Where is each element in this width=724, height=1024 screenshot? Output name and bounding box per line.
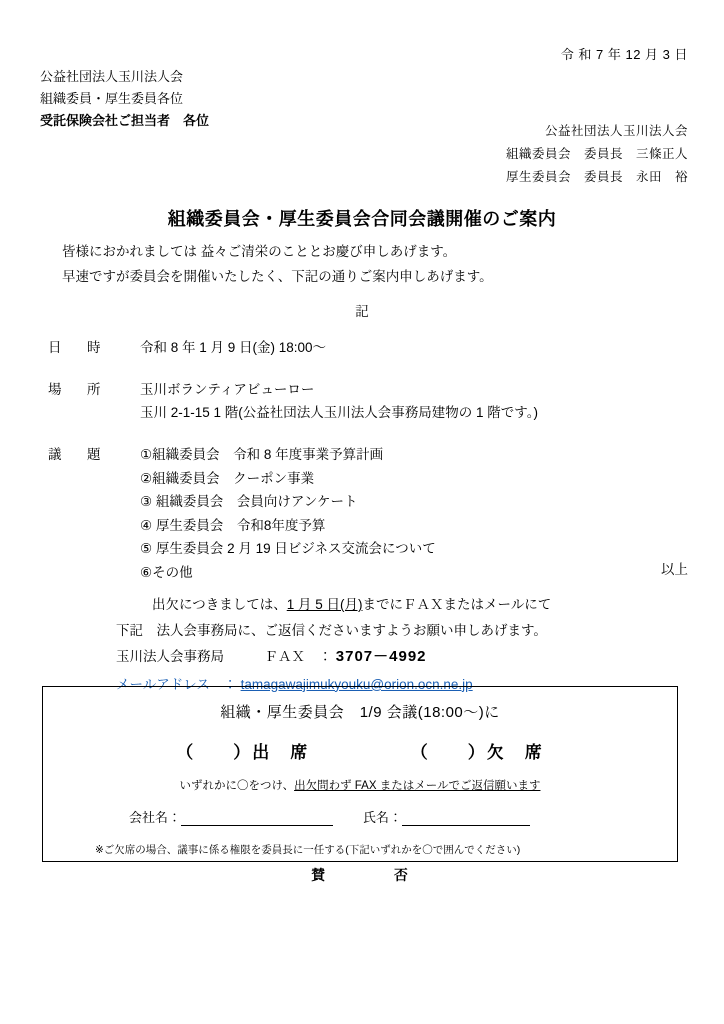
addressee-line-1: 公益社団法人玉川法人会 — [40, 69, 184, 84]
fax-label: 玉川法人会事務局 ＦＡＸ ： — [116, 649, 332, 665]
detail-label-place: 場 所 — [48, 381, 107, 397]
sender-block — [506, 120, 688, 189]
name-field[interactable] — [363, 807, 530, 826]
detail-body-datetime — [140, 336, 688, 360]
form-note — [43, 777, 677, 793]
reply-line-2: 下記 法人会事務局に、ご返信くださいますようお願い申しあげます。 — [116, 622, 547, 638]
name-input-rule[interactable] — [402, 811, 530, 826]
detail-body-place — [140, 378, 688, 425]
detail-row-agenda — [48, 443, 688, 585]
ijou-marker: 以上 — [661, 562, 688, 577]
fax-line — [116, 643, 551, 672]
mail-label: メールアドレス ： — [116, 676, 237, 692]
name-label: 氏名： — [363, 810, 403, 825]
form-footnote: ※ご欠席の場合、議事に係る権限を委員長に一任する(下記いずれかを〇で囲んでください) — [95, 844, 521, 856]
agenda-item-5: ⑤ 厚生委員会 2 月 19 日ビジネス交流会について — [140, 541, 436, 557]
disagree-option[interactable]: 否 — [393, 867, 409, 883]
form-note-underline: 出欠問わず FAX またはメールでご返信願います — [294, 780, 541, 792]
reply-deadline: 1 月 5 日(月) — [286, 597, 363, 612]
agenda-item-3: ③ 組織委員会 会員向けアンケート — [140, 494, 358, 510]
agenda-item-6: ⑥その他 — [140, 565, 193, 580]
detail-row-place — [48, 378, 688, 425]
detail-body-agenda — [140, 443, 688, 585]
fax-number: 3707－4992 — [335, 648, 427, 666]
place-line-2: 玉川 2-1-15 1 階(公益社団法人玉川法人会事務局建物の 1 階です。) — [140, 405, 538, 421]
datetime-line-1: 令和 8 年 1 月 9 日(金) 18:00～ — [140, 340, 327, 355]
sender-organization: 公益社団法人玉川法人会 — [544, 124, 688, 138]
detail-label-datetime: 日 時 — [48, 340, 107, 355]
mail-address-link[interactable]: tamagawajimukyouku@orion.ocn.ne.jp — [240, 676, 473, 692]
form-choices — [43, 738, 677, 763]
document-date: 令 和 7 年 12 月 3 日 — [560, 47, 688, 62]
form-fields — [43, 807, 677, 826]
agenda-item-2: ②組織委員会 クーポン事業 — [140, 470, 315, 486]
form-yesno — [43, 865, 677, 885]
agree-option[interactable]: 賛 — [311, 867, 327, 883]
detail-row-datetime — [48, 336, 688, 360]
form-note-pre: いずれかに〇をつけ、 — [179, 780, 295, 792]
sender-chair-soshiki: 組織委員会 委員長 三條正人 — [505, 147, 688, 162]
greeting-block — [62, 240, 493, 290]
addressee-line-2: 組織委員・厚生委員各位 — [40, 91, 184, 107]
greeting-line-1: 皆様におかれましては 益々ご清栄のこととお慶び申しあげます。 — [62, 244, 457, 259]
detail-label-agenda: 議 題 — [48, 446, 107, 462]
agenda-item-4: ④ 厚生委員会 令和8年度予算 — [140, 517, 326, 533]
agenda-item-1: ①組織委員会 令和 8 年度事業予算計画 — [140, 446, 384, 462]
absent-checkbox-option[interactable]: （ ）欠 席 — [410, 743, 544, 762]
page-title: 組織委員会・厚生委員会合同会議開催のご案内 — [167, 209, 557, 229]
addressee-block — [40, 66, 209, 132]
place-line-1: 玉川ボランティアビューロー — [140, 381, 315, 397]
details-list — [48, 336, 688, 603]
reply-line-1-post: までにＦＡＸまたはメールにて — [362, 597, 552, 612]
ki-marker: 記 — [355, 304, 369, 319]
reply-instructions — [116, 592, 552, 697]
sender-chair-kousei: 厚生委員会 委員長 永田 裕 — [505, 170, 688, 185]
reply-line-1 — [152, 592, 551, 618]
company-field[interactable] — [129, 807, 333, 826]
attend-checkbox-option[interactable]: （ ）出 席 — [176, 743, 310, 762]
reply-form-box — [42, 686, 678, 883]
form-title: 組織・厚生委員会 1/9 会議(18:00～)に — [220, 704, 500, 721]
reply-line-1-pre: 出欠につきましては、 — [152, 597, 287, 612]
company-input-rule[interactable] — [181, 811, 333, 826]
greeting-line-2: 早速ですが委員会を開催いたしたく、下記の通りご案内申しあげます。 — [62, 268, 493, 284]
company-label: 会社名： — [129, 810, 182, 825]
addressee-line-3: 受託保険会社ご担当者 各位 — [40, 113, 210, 129]
